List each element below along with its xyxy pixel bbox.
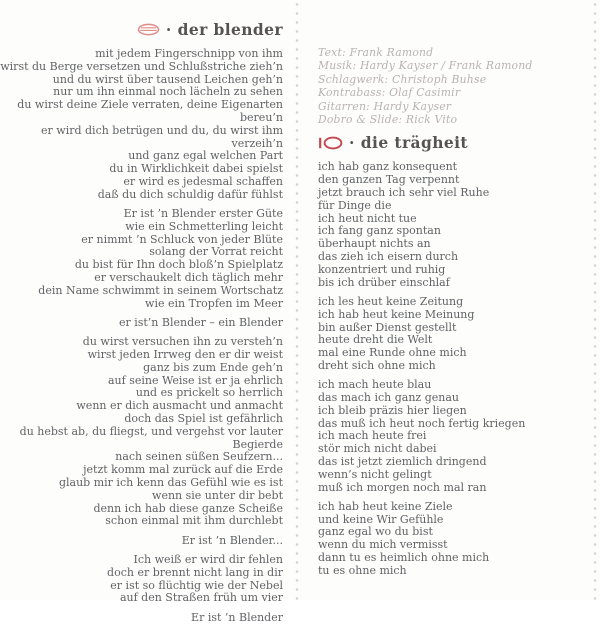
lyric-line: für Dinge die	[318, 198, 392, 212]
lyric-line: mal eine Runde ohne mich	[318, 346, 467, 360]
title-separator: ·	[349, 133, 355, 153]
lyric-line: du wirst versuchen ihn zu versteh’n	[82, 335, 283, 349]
lyric-line: das zieh ich eisern durch	[318, 250, 459, 264]
stanza	[0, 535, 283, 548]
lyric-line: und ganz egal welchen Part	[128, 149, 283, 163]
bar-ellipse-icon	[318, 136, 343, 150]
stanza	[318, 501, 586, 578]
lyric-line: jetzt brauch ich sehr viel Ruhe	[318, 186, 490, 200]
lyric-line: Ich weiß er wird dir fehlen	[133, 552, 283, 566]
center-dotted-divider	[295, 0, 299, 600]
lyrics-der-blender	[0, 48, 283, 624]
right-edge-dotted-divider	[593, 0, 597, 600]
lyric-line: ich mach heute frei	[318, 429, 427, 443]
striped-ellipse-icon	[137, 23, 160, 36]
stanza	[318, 296, 586, 373]
song-title-der-blender	[0, 20, 283, 39]
lyric-line: ich heut nicht tue	[318, 211, 417, 225]
lyric-line: er wird es jedesmal schaffen	[123, 174, 283, 188]
lyric-line: wenn du mich vermisst	[318, 538, 448, 552]
song-title-text: der blender	[177, 20, 283, 39]
song-title-text: die trägheit	[360, 133, 468, 153]
credit-line: Kontrabass: Olaf Casimir	[318, 86, 461, 100]
lyric-line: doch er brennt nicht lang in dir	[107, 565, 283, 579]
lyric-line: und keine Wir Gefühle	[318, 512, 444, 526]
lyric-line: er ist so flüchtig wie der Nebel	[110, 578, 283, 592]
lyric-line: ich les heut keine Zeitung	[318, 294, 464, 308]
lyric-line: dein Name schwimmt in seinem Wortschatz	[38, 283, 283, 297]
lyric-line: nur um ihn einmal noch lächeln zu sehen	[53, 85, 283, 99]
lyric-line: er verschaukelt dich täglich mehr	[94, 271, 283, 285]
lyric-line: konzentriert und ruhig	[318, 262, 446, 276]
lyric-line: wie ein Schmetterling leicht	[125, 219, 283, 233]
song-column-der-blender	[0, 20, 283, 624]
lyric-line: stör mich nicht dabei	[318, 442, 437, 456]
lyric-line: ich hab heut keine Meinung	[318, 307, 475, 321]
credit-line: Gitarren: Hardy Kayser	[318, 99, 452, 113]
lyric-line: wirst jeden Irrweg den er dir weist	[87, 348, 283, 362]
lyric-line: doch das Spiel ist gefährlich	[124, 412, 283, 426]
credit-line: Schlagwerk: Christoph Buhse	[318, 72, 487, 86]
lyric-line: dreht sich ohne mich	[318, 358, 436, 372]
lyric-line: wie ein Tropfen im Meer	[145, 296, 283, 310]
lyric-line: Er ist ’n Blender	[191, 610, 283, 624]
stanza	[0, 612, 283, 624]
credit-line: Text: Frank Ramond	[318, 46, 434, 59]
title-separator: ·	[165, 20, 172, 39]
stanza	[0, 48, 283, 202]
lyric-line: ganz bis zum Ende geh’n	[143, 360, 283, 374]
lyric-line: überhaupt nichts an	[318, 237, 431, 251]
song-title-die-traegheit	[318, 133, 586, 152]
lyric-line: ich hab heut keine Ziele	[318, 499, 453, 513]
lyric-line: er ist’n Blender – ein Blender	[118, 315, 283, 329]
lyric-line: du bist für Ihn doch bloß’n Spielplatz	[74, 258, 283, 272]
lyric-line: bis ich drüber einschlaf	[318, 275, 450, 289]
credit-line: Musik: Hardy Kayser / Frank Ramond	[318, 59, 533, 73]
lyric-line: er wird dich betrügen und du, du wirst ihm verzeih’n	[41, 123, 283, 150]
lyric-line: dann tu es heimlich ohne mich	[318, 551, 490, 565]
lyric-line: ich fang ganz spontan	[318, 224, 441, 238]
lyric-line: mit jedem Fingerschnipp von ihm	[95, 47, 283, 60]
lyric-line: glaub mir ich kenn das Gefühl wie es ist	[58, 476, 283, 489]
lyric-line: schon einmal mit ihm durchlebt	[105, 514, 283, 528]
stanza	[318, 161, 586, 289]
lyric-line: ich bleib präzis hier liegen	[318, 403, 467, 417]
lyrics-die-traegheit	[318, 161, 586, 577]
stanza	[0, 317, 283, 330]
lyric-line: ganz egal wo du bist	[318, 525, 433, 539]
lyric-line: und du wirst über tausend Leichen geh’n	[52, 72, 283, 86]
lyric-line: heute dreht die Welt	[318, 333, 433, 347]
credit-line: Dobro & Slide: Rick Vito	[318, 113, 458, 127]
lyric-line: Er ist ’n Blender erster Güte	[123, 207, 283, 221]
lyric-line: wirst du Berge versetzen und Schlußstriche zieh’n	[0, 59, 283, 73]
credits-list	[318, 46, 586, 126]
lyric-line: wenn sie unter dir bebt	[152, 488, 283, 502]
lyric-line: ich mach heute blau	[318, 378, 432, 392]
lyric-line: den ganzen Tag verpennt	[318, 173, 460, 187]
lyric-line: das mach ich ganz genau	[318, 390, 459, 404]
lyric-line: du wirst deine Ziele verraten, deine Eigenarten bereu’n	[17, 98, 283, 124]
lyric-line: daß du dich schuldig dafür fühlst	[97, 187, 283, 201]
lyric-line: ich hab ganz konsequent	[318, 160, 458, 174]
lyric-line: auf seine Weise ist er ja ehrlich	[107, 373, 283, 387]
lyric-line: Er ist ’n Blender...	[181, 533, 283, 547]
lyric-line: muß ich morgen noch mal ran	[318, 480, 487, 494]
lyric-line: das muß ich heut noch fertig kriegen	[318, 416, 526, 430]
lyric-line: und es prickelt so herrlich	[135, 386, 283, 400]
lyric-line: jetzt komm mal zurück auf die Erde	[83, 463, 283, 477]
song-column-die-traegheit	[318, 46, 586, 578]
stanza	[0, 208, 283, 310]
lyric-line: auf den Straßen früh um vier	[119, 591, 283, 605]
lyric-line: nach seinen süßen Seufzern...	[115, 450, 283, 464]
lyric-line: wenn er dich ausmacht und anmacht	[76, 399, 283, 413]
lyric-line: denn ich hab diese ganze Scheiße	[93, 501, 283, 515]
lyric-line: du hebst ab, du fliegst, und vergehst vor lauter Begierde	[19, 424, 283, 451]
stanza	[0, 554, 283, 605]
stanza	[0, 336, 283, 528]
lyric-line: wenn’s nicht gelingt	[318, 467, 432, 481]
lyric-line: das ist jetzt ziemlich dringend	[318, 454, 487, 468]
lyric-line: er nimmt ’n Schluck von jeder Blüte	[81, 232, 283, 246]
lyric-line: du in Wirklichkeit dabei spielst	[109, 162, 283, 176]
stanza	[318, 379, 586, 494]
lyric-line: solang der Vorrat reicht	[149, 245, 283, 259]
lyric-line: tu es ohne mich	[318, 563, 407, 577]
lyric-line: bin außer Dienst gestellt	[318, 320, 457, 334]
